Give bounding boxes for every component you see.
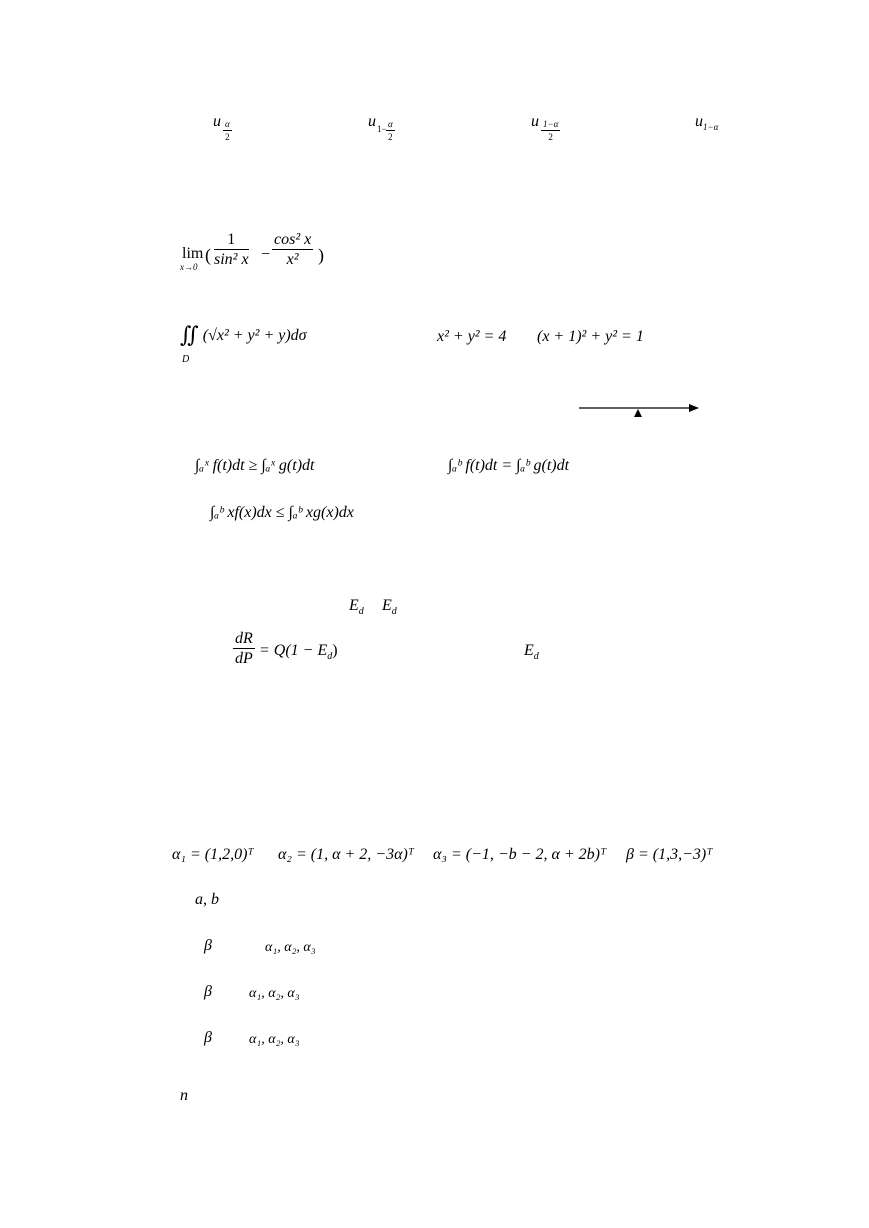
elasticity-ed-1: $E_d$ [349,597,364,617]
lim-operator: lim [182,245,204,262]
beta-row-3: β [204,1029,212,1046]
triangle-marker-icon [634,409,642,417]
fraction-cos2-over-x2: $\frac{\text{cos² x}}{\text{x²}}$ [274,231,312,268]
arrow-diagram [578,400,700,420]
integral-inequality-2: ∫ₐᵇ xf(x)dx ≤ ∫ₐᵇ xg(x)dx [210,504,354,521]
elasticity-ed-2: $E_d$ [382,597,397,617]
arrow-head-icon [689,404,699,412]
circle-equation-1: x² + y² = 4 [437,328,507,345]
integral-inequality-1: ∫ₐˣ f(t)dt ≥ ∫ₐˣ g(t)dt [195,457,315,474]
circle-equation-2: (x + 1)² + y² = 1 [537,328,644,345]
fraction-one-over-sin2: $\frac{1}{\text{sin² x}}$ [214,231,249,268]
vector-alpha2: α₂ = (1, α + 2, −3α)ᵀ [278,846,414,863]
quantile-u-alpha-half: u $\frac{\alpha}{2}$ [213,113,230,142]
revenue-derivative: $\frac{dR}{dP}$ = $Q(1 - E_d)$ [235,630,338,667]
quantile-u-one-minus-alpha-over-2: u $\frac{1-\alpha}{2}$ [531,113,559,142]
region-d: D [182,354,190,365]
variable-n: n [180,1087,188,1104]
alpha-set-row-3: α₁, α₂, α₃ [249,1032,300,1047]
limit-expression: lim x→0 ( $\frac{1}{\text{sin² x}}$ − $\frac{\text{cos² x}}{\text{x²}}$ ) [180,231,324,272]
vector-beta: β = (1,3,−3)ᵀ [626,846,713,863]
beta-row-1: β [204,937,212,954]
vector-alpha3: α₃ = (−1, −b − 2, α + 2b)ᵀ [433,846,607,863]
lim-subscript: x→0 [180,262,198,272]
vector-alpha1: α₁ = (1,2,0)ᵀ [172,846,254,863]
elasticity-ed-3: $E_d$ [524,642,539,662]
integral-equality: ∫ₐᵇ f(t)dt = ∫ₐᵇ g(t)dt [448,457,570,474]
fraction-dr-dp: $\frac{dR}{dP}$ [235,630,253,667]
alpha-set-row-1: α₁, α₂, α₃ [265,940,316,955]
alpha-set-row-2: α₁, α₂, α₃ [249,986,300,1001]
beta-row-2: β [204,983,212,1000]
quantile-u-one-minus-alpha-half: u 1− $\frac{\alpha}{2}$ [368,113,393,142]
double-integral: ∬ (√x² + y² + y)dσ D [180,322,307,365]
quantile-u-one-minus-alpha: $u_{1-\alpha}$ [695,113,719,132]
params-ab: a, b [195,891,219,908]
